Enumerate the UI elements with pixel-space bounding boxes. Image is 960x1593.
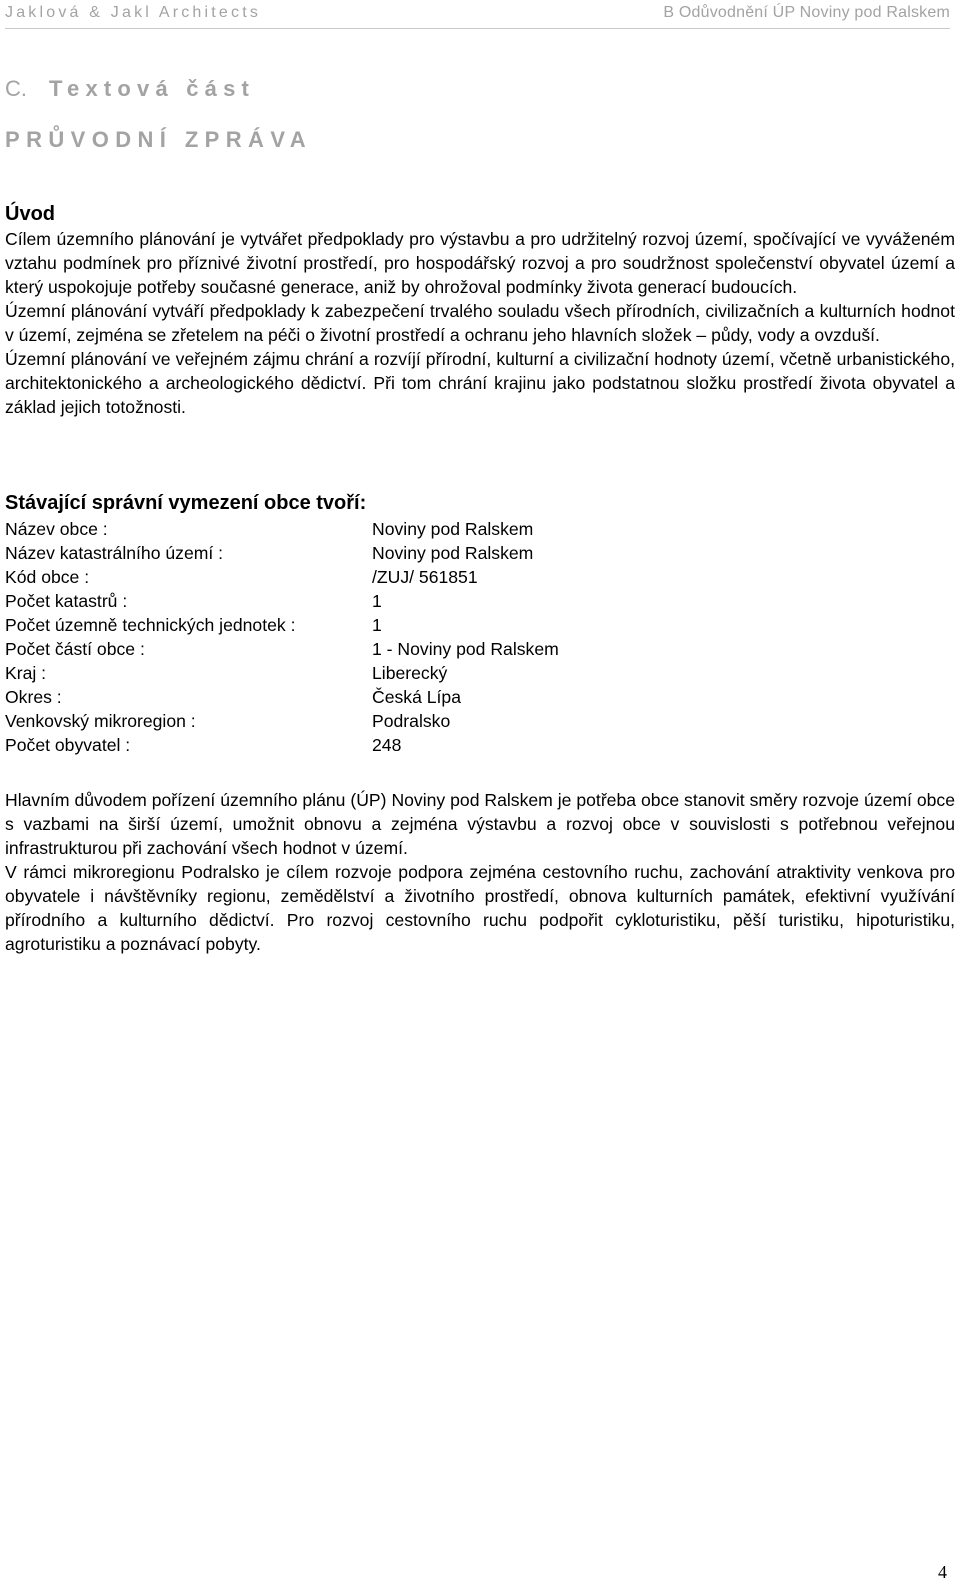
section-letter: C. xyxy=(5,76,27,101)
fact-value: 248 xyxy=(372,735,402,755)
fact-value: /ZUJ/ 561851 xyxy=(372,567,478,587)
intro-section xyxy=(5,201,955,419)
fact-value: Noviny pod Ralskem xyxy=(372,543,534,563)
section-label xyxy=(5,76,255,102)
intro-heading: Úvod xyxy=(5,203,55,225)
admin-heading: Stávající správní vymezení obce tvoří: xyxy=(5,492,367,514)
reasons-paragraph: V rámci mikroregionu Podralsko je cílem rozvoje podpora zejména cestovního ruchu, zachování atraktivity venkova pro obyvatele i návštěvníky regionu, zemědělství a životního prostředí, obnova kulturních památek, efektivní využívání přírodního a kulturního dědictví. Pro rozvoj cestovního ruchu podpořit cykloturistiku, pěší turistiku, hipoturistiku, agroturistiku a poznávací pobyty. xyxy=(5,862,955,954)
header-firm-name: Jaklová & Jakl Architects xyxy=(5,4,262,21)
fact-value: 1 xyxy=(372,591,382,611)
fact-label: Kód obce : xyxy=(5,567,90,587)
fact-label: Počet katastrů : xyxy=(5,591,128,611)
document-title: PRŮVODNÍ ZPRÁVA xyxy=(5,127,313,152)
admin-section xyxy=(5,490,955,516)
fact-value: Česká Lípa xyxy=(372,687,461,707)
fact-label: Počet územně technických jednotek : xyxy=(5,615,296,635)
fact-label: Kraj : xyxy=(5,663,47,683)
section-title: Textová část xyxy=(49,76,256,101)
fact-label: Počet obyvatel : xyxy=(5,735,131,755)
page-header xyxy=(5,4,950,29)
fact-value: Podralsko xyxy=(372,711,451,731)
header-document-name: B Odůvodnění ÚP Noviny pod Ralskem xyxy=(663,4,950,21)
intro-paragraph: Územní plánování ve veřejném zájmu chrání a rozvíjí přírodní, kulturní a civilizační hodnoty území, včetně urbanistického, architektonického a archeologického dědictví. Při tom chrání krajinu jako podstatnou složku prostředí života obyvatel a základ jejich totožnosti. xyxy=(5,349,955,417)
page-number: 4 xyxy=(938,1562,947,1582)
fact-label: Počet částí obce : xyxy=(5,639,145,659)
fact-value: 1 - Noviny pod Ralskem xyxy=(372,639,559,659)
reasons-paragraph: Hlavním důvodem pořízení územního plánu (ÚP) Noviny pod Ralskem je potřeba obce stanovit směry rozvoje území obce s vazbami na širší území, umožnit obnovu a zejména výstavbu a rozvoj obce v souvislosti s potřebnou veřejnou infrastrukturou při zachování všech hodnot v území. xyxy=(5,790,955,858)
reasons-section xyxy=(5,788,955,956)
intro-paragraph: Územní plánování vytváří předpoklady k zabezpečení trvalého souladu všech přírodních, civilizačních a kulturních hodnot v území, zejména se zřetelem na péči o životní prostředí a ochranu jeho hlavních složek – půdy, vody a ovzduší. xyxy=(5,301,955,345)
fact-label: Venkovský mikroregion : xyxy=(5,711,196,731)
fact-label: Název obce : xyxy=(5,519,108,539)
fact-label: Okres : xyxy=(5,687,62,707)
fact-label: Název katastrálního území : xyxy=(5,543,224,563)
fact-value: 1 xyxy=(372,615,382,635)
intro-paragraph: Cílem územního plánování je vytvářet předpoklady pro výstavbu a pro udržitelný rozvoj území, spočívající ve vyváženém vztahu podmínek pro příznivé životní prostředí, pro hospodářský rozvoj a pro soudržnost společenství obyvatel území a který uspokojuje potřeby současné generace, aniž by ohrožoval podmínky života generací budoucích. xyxy=(5,229,955,297)
fact-value: Liberecký xyxy=(372,663,448,683)
fact-value: Noviny pod Ralskem xyxy=(372,519,534,539)
